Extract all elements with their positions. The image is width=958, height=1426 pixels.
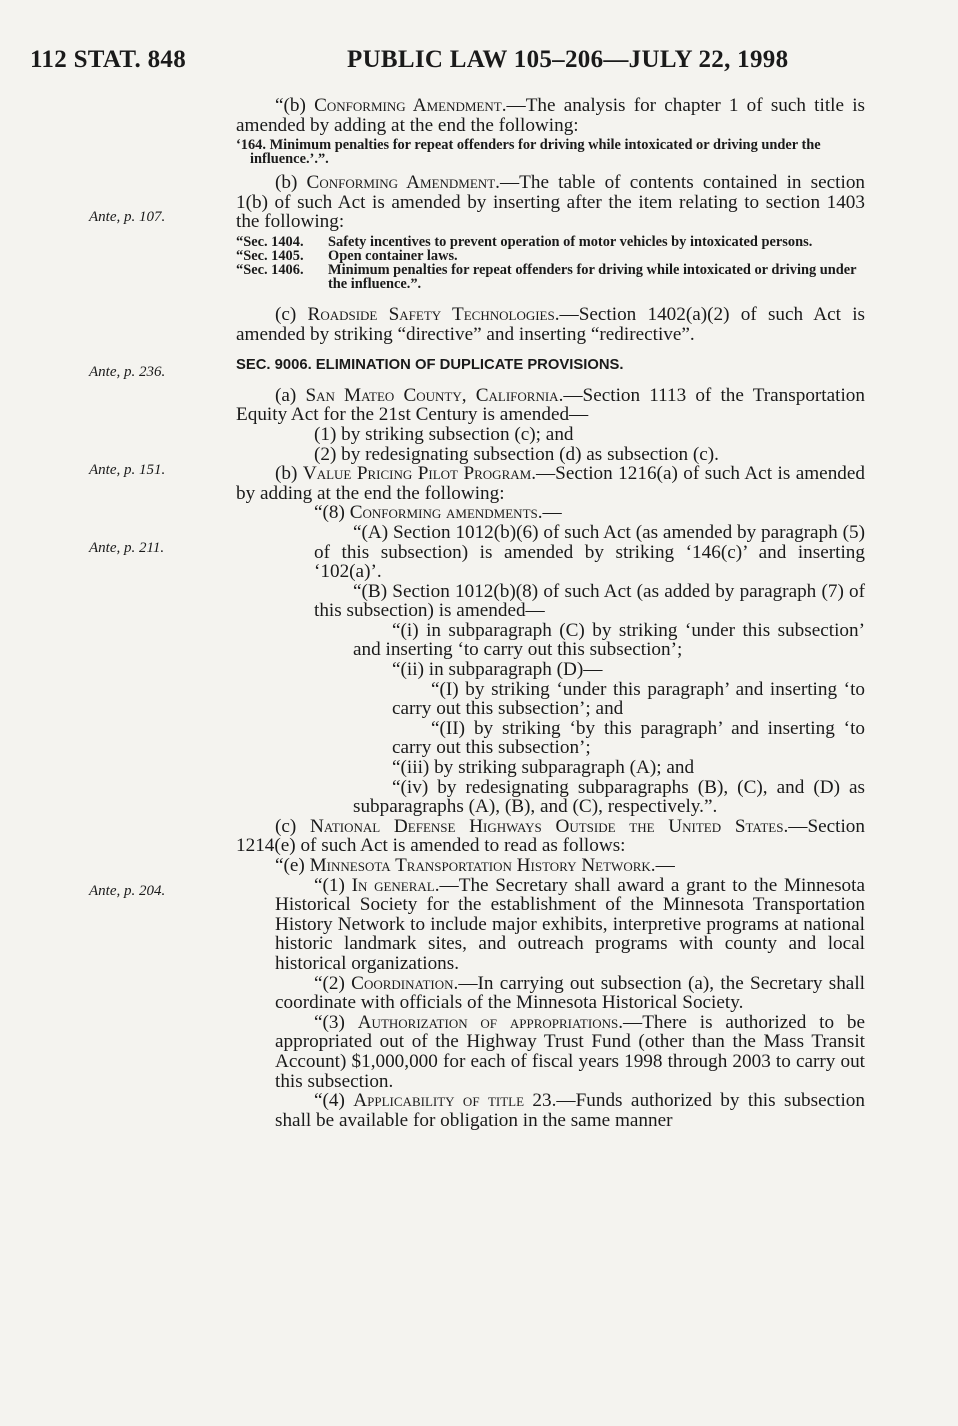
public-law-title: PUBLIC LAW 105–206—JULY 22, 1998 — [347, 46, 789, 73]
paragraph: (a) San Mateo County, California.—Section 1113 of the Transportation Equity Act for the 21st Century is amended— — [236, 384, 865, 426]
paragraph: “(1) In general.—The Secretary shall award a grant to the Minnesota Historical Society for the establishment of the Minnesota Transportation History Network to include major exhibits, interpretive programs at national historic landmark sites, and outreach programs with county and local historical organizations. — [275, 874, 865, 974]
toc-item: “Sec. 1404. Safety incentives to prevent operation of motor vehicles by intoxicated persons. — [236, 233, 813, 250]
statute-body — [236, 96, 865, 1130]
paragraph: “(I) by striking ‘under this paragraph’ and inserting ‘to carry out this subsection’; and — [392, 678, 865, 720]
paragraph: “(3) Authorization of appropriations.—There is authorized to be appropriated out of the Highway Trust Fund (other than the Mass Transit Account) $1,000,000 for each of fiscal years 1998 through 2003 to carry out this subsection. — [275, 1011, 865, 1092]
margin-note: Ante, p. 236. — [89, 364, 166, 380]
paragraph: (b) Conforming Amendment.—The table of contents contained in section 1(b) of such Act is amended by inserting after the item relating to section 1403 the following: — [236, 172, 866, 233]
page-header — [30, 46, 928, 86]
margin-note: Ante, p. 107. — [89, 209, 166, 225]
table-of-contents — [236, 235, 865, 291]
paragraph: “(II) by striking ‘by this paragraph’ and inserting ‘to carry out this subsection’; — [392, 717, 865, 759]
statute-citation: 112 STAT. 848 — [30, 46, 187, 73]
margin-note: Ante, p. 204. — [89, 883, 166, 899]
paragraph: “(iii) by striking subparagraph (A); and — [392, 757, 695, 779]
paragraph: “(iv) by redesignating subparagraphs (B), (C), and (D) as subparagraphs (A), (B), and (C), respectively.”. — [353, 776, 865, 818]
paragraph: “(B) Section 1012(b)(8) of such Act (as added by paragraph (7) of this subsection) is amended— — [314, 580, 865, 622]
paragraph: “(8) Conforming amendments.— — [314, 502, 562, 524]
paragraph: “(A) Section 1012(b)(6) of such Act (as amended by paragraph (5) of this subsection) is amended by striking ‘146(c)’ and inserting ‘102(a)’. — [314, 521, 865, 583]
paragraph: “(2) Coordination.—In carrying out subsection (a), the Secretary shall coordinate with officials of the Minnesota Historical Society. — [275, 972, 865, 1014]
toc-item: “Sec. 1406. Minimum penalties for repeat offenders for driving while intoxicated or driving under the influence.”. — [236, 261, 857, 292]
amendment-item: ‘164. Minimum penalties for repeat offenders for driving while intoxicated or driving under the influence.’.”. — [236, 137, 821, 168]
paragraph: “(e) Minnesota Transportation History Network.— — [275, 855, 675, 876]
paragraph: (1) by striking subsection (c); and — [314, 423, 574, 445]
paragraph: “(i) in subparagraph (C) by striking ‘under this subsection’ and inserting ‘to carry out this subsection’; — [353, 619, 865, 661]
paragraph: (c) National Defense Highways Outside the United States.—Section 1214(e) of such Act is amended to read as follows: — [236, 815, 865, 857]
toc-item: “Sec. 1405. Open container laws. — [236, 247, 458, 264]
paragraph: “(ii) in subparagraph (D)— — [392, 659, 603, 681]
margin-note: Ante, p. 211. — [89, 540, 165, 556]
paragraph: “(4) Applicability of title 23.—Funds authorized by this subsection shall be available for obligation in the same manner — [275, 1090, 865, 1131]
paragraph: “(b) Conforming Amendment.—The analysis for chapter 1 of such title is amended by adding at the end the following: — [236, 95, 865, 136]
paragraph: (2) by redesignating subsection (d) as subsection (c). — [314, 443, 719, 465]
paragraph: (b) Value Pricing Pilot Program.—Section 1216(a) of such Act is amended by adding at the end the following: — [236, 463, 865, 504]
section-heading: SEC. 9006. ELIMINATION OF DUPLICATE PROVISIONS. — [236, 357, 624, 374]
margin-note: Ante, p. 151. — [89, 462, 166, 478]
paragraph: (c) Roadside Safety Technologies.—Section 1402(a)(2) of such Act is amended by striking “directive” and inserting “redirective”. — [236, 303, 865, 345]
